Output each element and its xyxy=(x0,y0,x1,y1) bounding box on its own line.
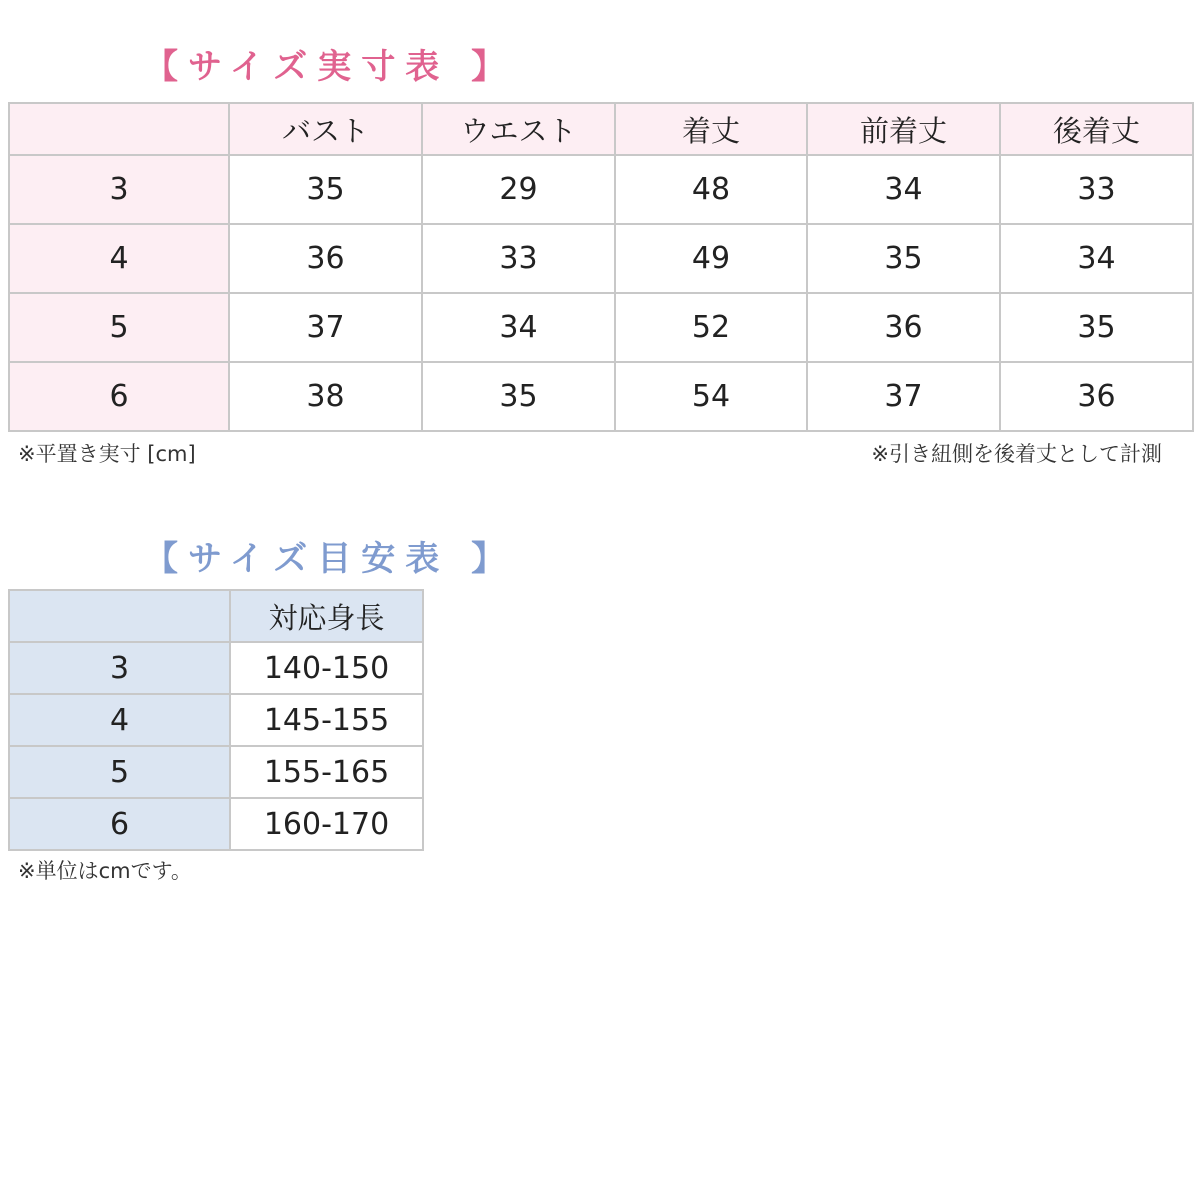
table-cell: 145-155 xyxy=(230,694,423,746)
row-size-label: 4 xyxy=(9,694,230,746)
table-row xyxy=(9,155,1193,224)
header-cell-front-length: 前着丈 xyxy=(807,103,1000,155)
header-cell-empty xyxy=(9,103,229,155)
header-cell-waist: ウエスト xyxy=(422,103,615,155)
table-row xyxy=(9,746,423,798)
table-row xyxy=(9,293,1193,362)
table-cell: 37 xyxy=(229,293,422,362)
table-row xyxy=(9,694,423,746)
table-cell: 38 xyxy=(229,362,422,431)
table-cell: 33 xyxy=(422,224,615,293)
table-cell: 54 xyxy=(615,362,807,431)
row-size-label: 3 xyxy=(9,155,229,224)
table-cell: 36 xyxy=(229,224,422,293)
row-size-label: 5 xyxy=(9,746,230,798)
table-cell: 35 xyxy=(229,155,422,224)
table-row xyxy=(9,224,1193,293)
header-cell-back-length: 後着丈 xyxy=(1000,103,1193,155)
table-header-row xyxy=(9,590,423,642)
row-size-label: 5 xyxy=(9,293,229,362)
table-cell: 33 xyxy=(1000,155,1193,224)
row-size-label: 3 xyxy=(9,642,230,694)
table-cell: 36 xyxy=(1000,362,1193,431)
table-cell: 35 xyxy=(422,362,615,431)
table-cell: 48 xyxy=(615,155,807,224)
table-cell: 52 xyxy=(615,293,807,362)
row-size-label: 6 xyxy=(9,798,230,850)
row-size-label: 6 xyxy=(9,362,229,431)
table-cell: 34 xyxy=(1000,224,1193,293)
table-cell: 155-165 xyxy=(230,746,423,798)
back-length-note: ※引き紐側を後着丈として計測 xyxy=(871,442,1162,466)
table-cell: 37 xyxy=(807,362,1000,431)
row-size-label: 4 xyxy=(9,224,229,293)
header-cell-bust: バスト xyxy=(229,103,422,155)
measurement-note: ※平置き実寸 [cm] xyxy=(18,442,196,466)
header-cell-length: 着丈 xyxy=(615,103,807,155)
table-header-row xyxy=(9,103,1193,155)
size-measurement-table xyxy=(8,102,1194,432)
unit-note: ※単位はcmです。 xyxy=(18,859,192,883)
size-guide-table xyxy=(8,589,424,851)
table-row xyxy=(9,362,1193,431)
table-cell: 34 xyxy=(422,293,615,362)
table-cell: 140-150 xyxy=(230,642,423,694)
table-cell: 29 xyxy=(422,155,615,224)
table-row xyxy=(9,642,423,694)
table-cell: 49 xyxy=(615,224,807,293)
table-cell: 34 xyxy=(807,155,1000,224)
table-cell: 160-170 xyxy=(230,798,423,850)
table-row xyxy=(9,798,423,850)
size-table-title: 【サイズ実寸表 】 xyxy=(144,47,516,87)
header-cell-height: 対応身長 xyxy=(230,590,423,642)
header-cell-empty xyxy=(9,590,230,642)
table-cell: 35 xyxy=(1000,293,1193,362)
guide-table-title: 【サイズ目安表 】 xyxy=(144,539,516,579)
table-cell: 35 xyxy=(807,224,1000,293)
table-cell: 36 xyxy=(807,293,1000,362)
